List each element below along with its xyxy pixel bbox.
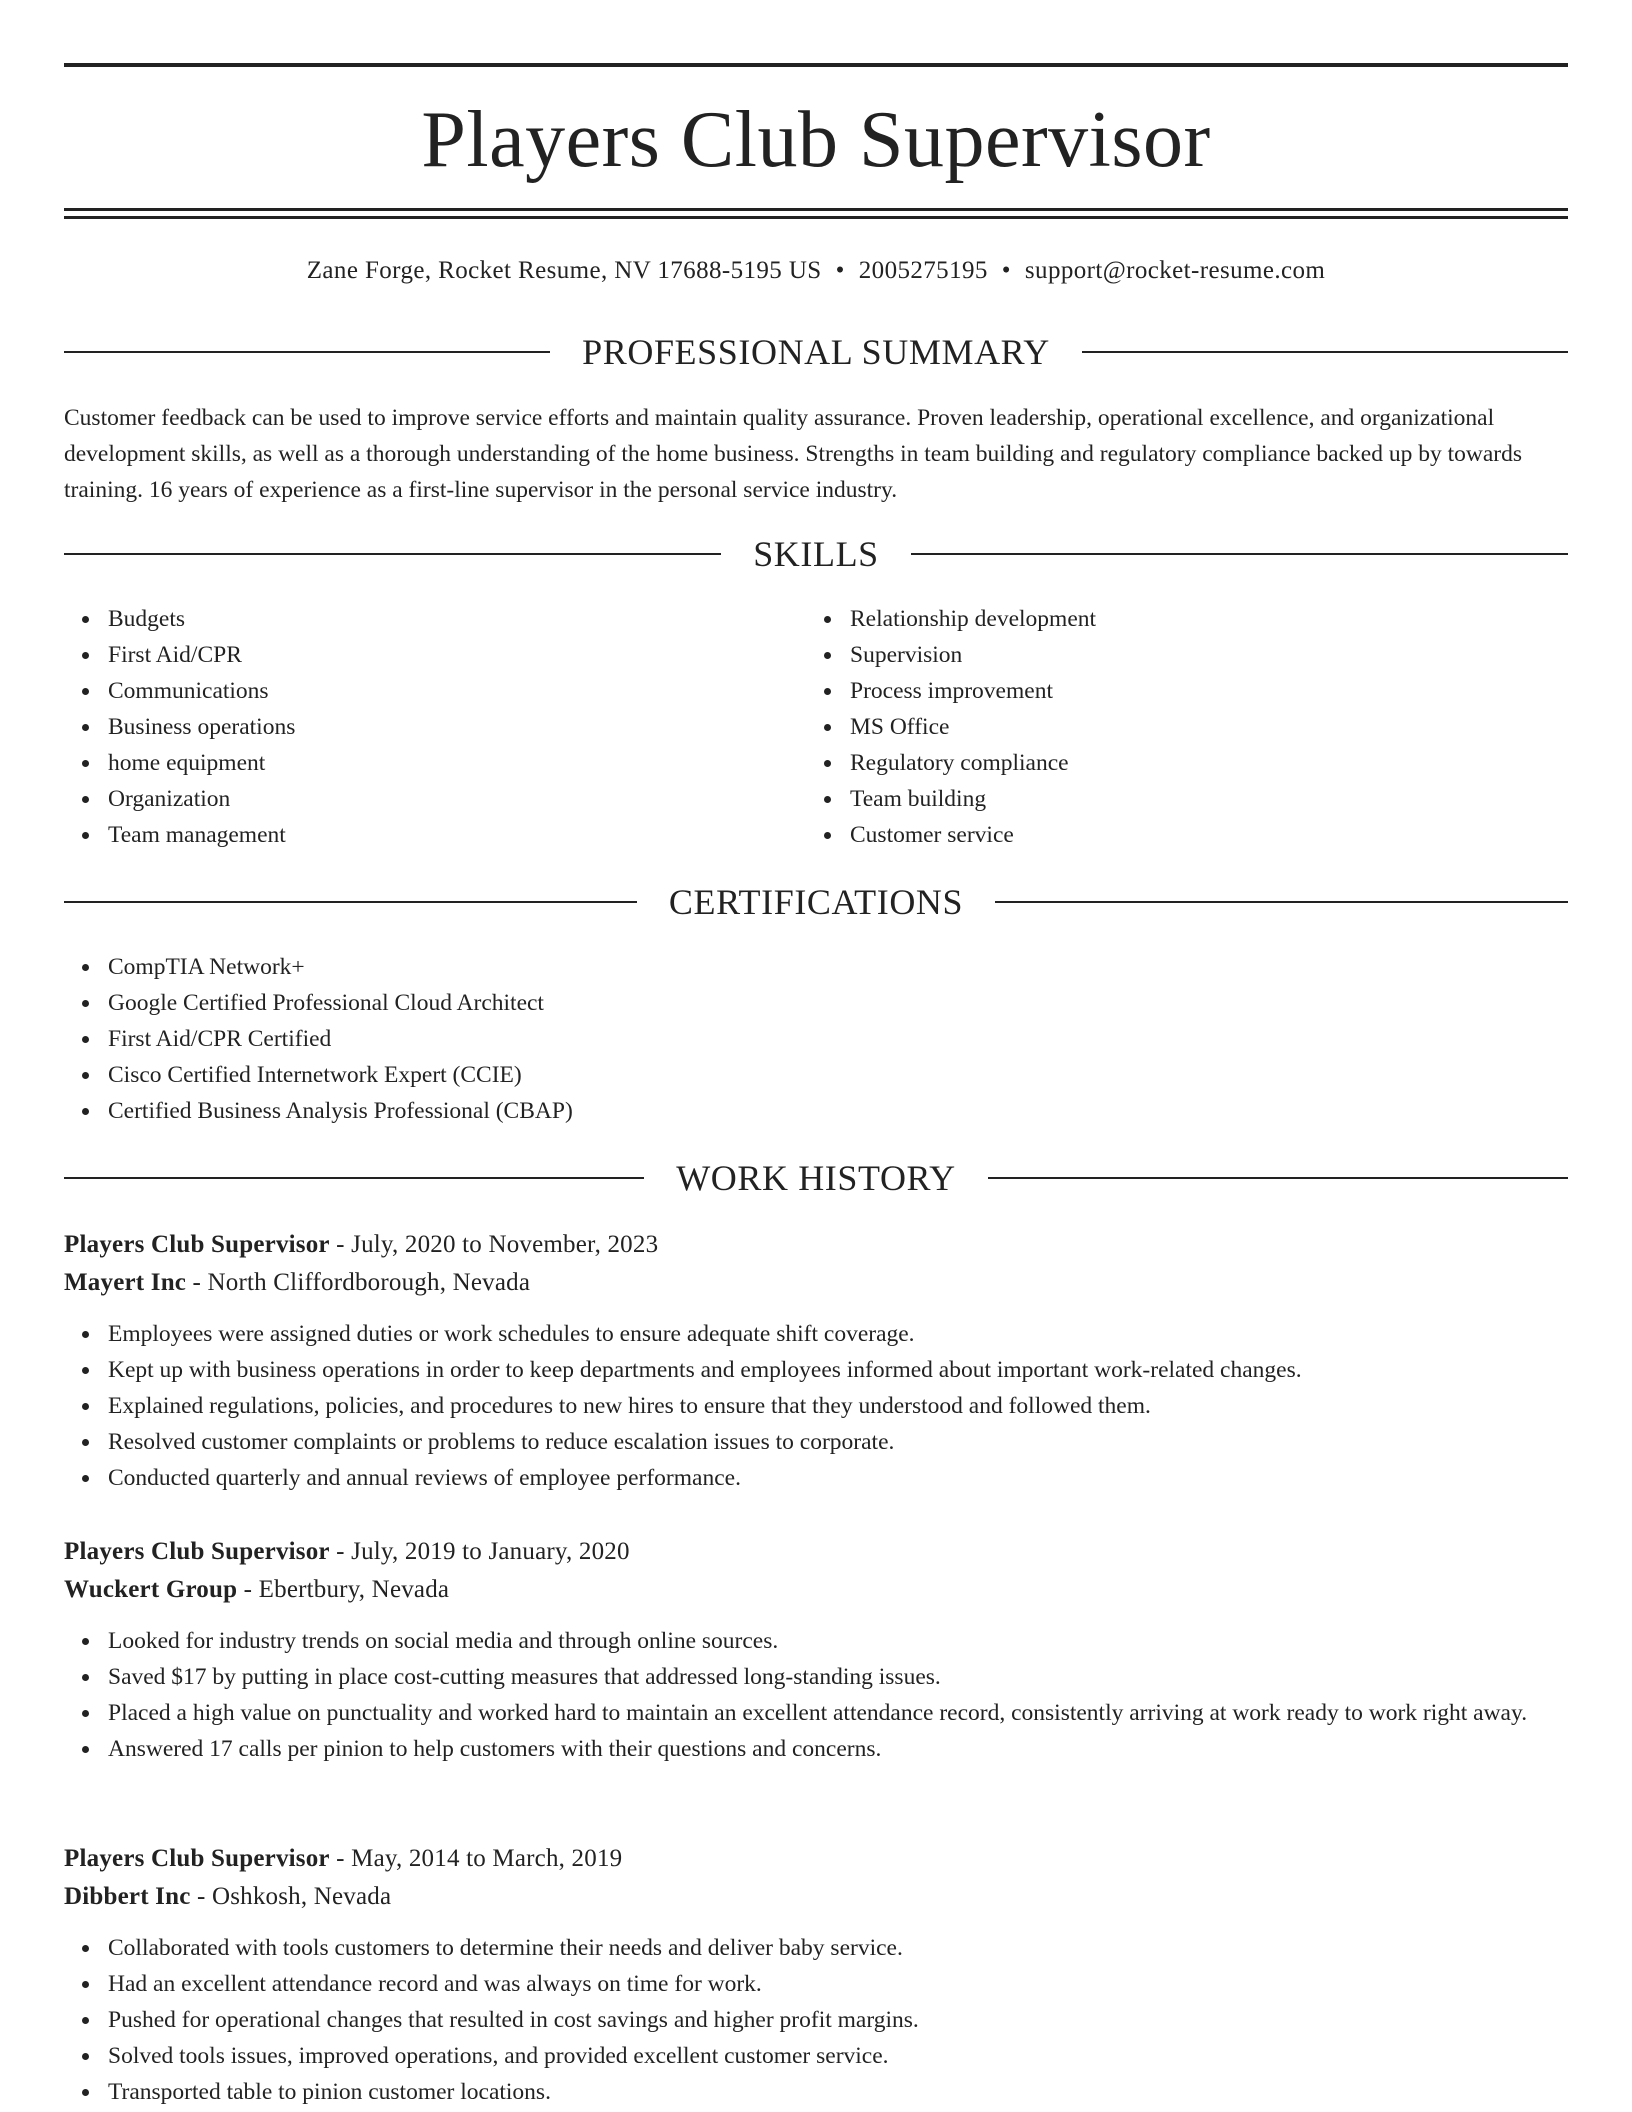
summary-text: Customer feedback can be used to improve service efforts and maintain quality assurance. Proven leadership, operational excellence, and organizational development skills, as well as a thorough understanding of the home business. Strengths in team building and regulatory compliance backed up by towards training. 16 years of experience as a first-line supervisor in the personal service industry. xyxy=(64,405,1522,503)
heading-rule-right xyxy=(911,553,1568,555)
job-duty-item: Pushed for operational changes that resulted in cost savings and higher profit margins. xyxy=(64,2002,1568,2038)
job-duty-item: Conducted quarterly and annual reviews of employee performance. xyxy=(64,1460,1568,1496)
job-company: Dibbert Inc xyxy=(64,1883,191,1910)
job-duty-item: Kept up with business operations in order to keep departments and employees informed about important work-related changes. xyxy=(64,1352,1568,1388)
contact-email: support@rocket-resume.com xyxy=(1024,257,1326,284)
job-entry xyxy=(64,1226,1568,1496)
skills-list-left xyxy=(64,601,804,853)
job-duties-list xyxy=(64,1623,1568,1767)
heading-rule-left xyxy=(64,901,637,903)
job-location: - Oshkosh, Nevada xyxy=(190,1883,392,1910)
job-duty-item: Answered 17 calls per pinion to help customers with their questions and concerns. xyxy=(64,1731,1568,1767)
job-entry xyxy=(64,1840,1568,2110)
work-history-heading-text: WORK HISTORY xyxy=(676,1158,956,1198)
job-dates: - May, 2014 to March, 2019 xyxy=(329,1845,623,1872)
resume-title: Players Club Supervisor xyxy=(421,96,1211,184)
job-title-line xyxy=(64,1840,1568,1878)
header-top-rule xyxy=(64,63,1568,67)
skills-list-right xyxy=(806,601,1546,853)
job-duty-item: Placed a high value on punctuality and worked hard to maintain an excellent attendance record, consistently arriving at work ready to work right away. xyxy=(64,1695,1568,1731)
job-title: Players Club Supervisor xyxy=(64,1845,330,1872)
job-company: Wuckert Group xyxy=(64,1576,238,1603)
job-company-line xyxy=(64,1571,1568,1609)
skill-item: Regulatory compliance xyxy=(806,745,1546,781)
job-duty-item: Resolved customer complaints or problems to reduce escalation issues to corporate. xyxy=(64,1424,1568,1460)
job-title-line xyxy=(64,1533,1568,1571)
header-bottom-rule-upper xyxy=(64,208,1568,211)
skill-item: Business operations xyxy=(64,709,804,745)
skills-column-left xyxy=(64,601,804,853)
contact-info xyxy=(64,254,1568,288)
skills-heading-text: SKILLS xyxy=(753,534,879,574)
certification-item: First Aid/CPR Certified xyxy=(64,1021,1568,1057)
skill-item: Team building xyxy=(806,781,1546,817)
job-location: - Ebertbury, Nevada xyxy=(237,1576,450,1603)
heading-rule-right xyxy=(995,901,1568,903)
job-company: Mayert Inc xyxy=(64,1269,187,1296)
job-company-line xyxy=(64,1878,1568,1916)
certifications-list xyxy=(64,949,1568,1129)
job-company-line xyxy=(64,1264,1568,1302)
heading-rule-left xyxy=(64,553,721,555)
job-title: Players Club Supervisor xyxy=(64,1538,330,1565)
skill-item: First Aid/CPR xyxy=(64,637,804,673)
job-dates: - July, 2020 to November, 2023 xyxy=(329,1231,659,1258)
heading-rule-right xyxy=(988,1177,1568,1179)
skills-heading xyxy=(64,532,1568,576)
skill-item: Organization xyxy=(64,781,804,817)
skill-item: Process improvement xyxy=(806,673,1546,709)
job-duty-item: Employees were assigned duties or work schedules to ensure adequate shift coverage. xyxy=(64,1316,1568,1352)
skill-item: MS Office xyxy=(806,709,1546,745)
skill-item: Supervision xyxy=(806,637,1546,673)
job-location: - North Cliffordborough, Nevada xyxy=(186,1269,531,1296)
contact-separator: • xyxy=(835,257,845,284)
heading-rule-right xyxy=(1082,351,1568,353)
job-entry xyxy=(64,1533,1568,1767)
job-duty-item: Solved tools issues, improved operations, and provided excellent customer service. xyxy=(64,2038,1568,2074)
skill-item: Relationship development xyxy=(806,601,1546,637)
job-duty-item: Collaborated with tools customers to determine their needs and deliver baby service. xyxy=(64,1930,1568,1966)
skill-item: Customer service xyxy=(806,817,1546,853)
skills-column-right xyxy=(806,601,1546,853)
job-duty-item: Had an excellent attendance record and was always on time for work. xyxy=(64,1966,1568,2002)
certifications-heading-text: CERTIFICATIONS xyxy=(668,882,964,922)
header-bottom-rule-lower xyxy=(64,216,1568,219)
summary-heading-text: PROFESSIONAL SUMMARY xyxy=(582,332,1050,372)
job-duty-item: Saved $17 by putting in place cost-cutting measures that addressed long-standing issues. xyxy=(64,1659,1568,1695)
certification-item: Cisco Certified Internetwork Expert (CCIE) xyxy=(64,1057,1568,1093)
certification-item: CompTIA Network+ xyxy=(64,949,1568,985)
work-history-heading xyxy=(64,1156,1568,1200)
job-title: Players Club Supervisor xyxy=(64,1231,330,1258)
job-duties-list xyxy=(64,1316,1568,1496)
job-duties-list xyxy=(64,1930,1568,2110)
job-duty-item: Explained regulations, policies, and procedures to new hires to ensure that they understood and followed them. xyxy=(64,1388,1568,1424)
heading-rule-left xyxy=(64,1177,644,1179)
job-title-line xyxy=(64,1226,1568,1264)
contact-phone: 2005275195 xyxy=(858,257,988,284)
skill-item: Team management xyxy=(64,817,804,853)
skill-item: Communications xyxy=(64,673,804,709)
certification-item: Certified Business Analysis Professional (CBAP) xyxy=(64,1093,1568,1129)
contact-separator: • xyxy=(1001,257,1011,284)
job-dates: - July, 2019 to January, 2020 xyxy=(329,1538,630,1565)
certifications-heading xyxy=(64,880,1568,924)
skill-item: Budgets xyxy=(64,601,804,637)
certification-item: Google Certified Professional Cloud Architect xyxy=(64,985,1568,1021)
heading-rule-left xyxy=(64,351,550,353)
skill-item: home equipment xyxy=(64,745,804,781)
summary-heading xyxy=(64,330,1568,374)
certifications-list-container xyxy=(64,949,1568,1129)
contact-address: Zane Forge, Rocket Resume, NV 17688-5195 US xyxy=(306,257,822,284)
job-duty-item: Transported table to pinion customer locations. xyxy=(64,2074,1568,2110)
job-duty-item: Looked for industry trends on social media and through online sources. xyxy=(64,1623,1568,1659)
